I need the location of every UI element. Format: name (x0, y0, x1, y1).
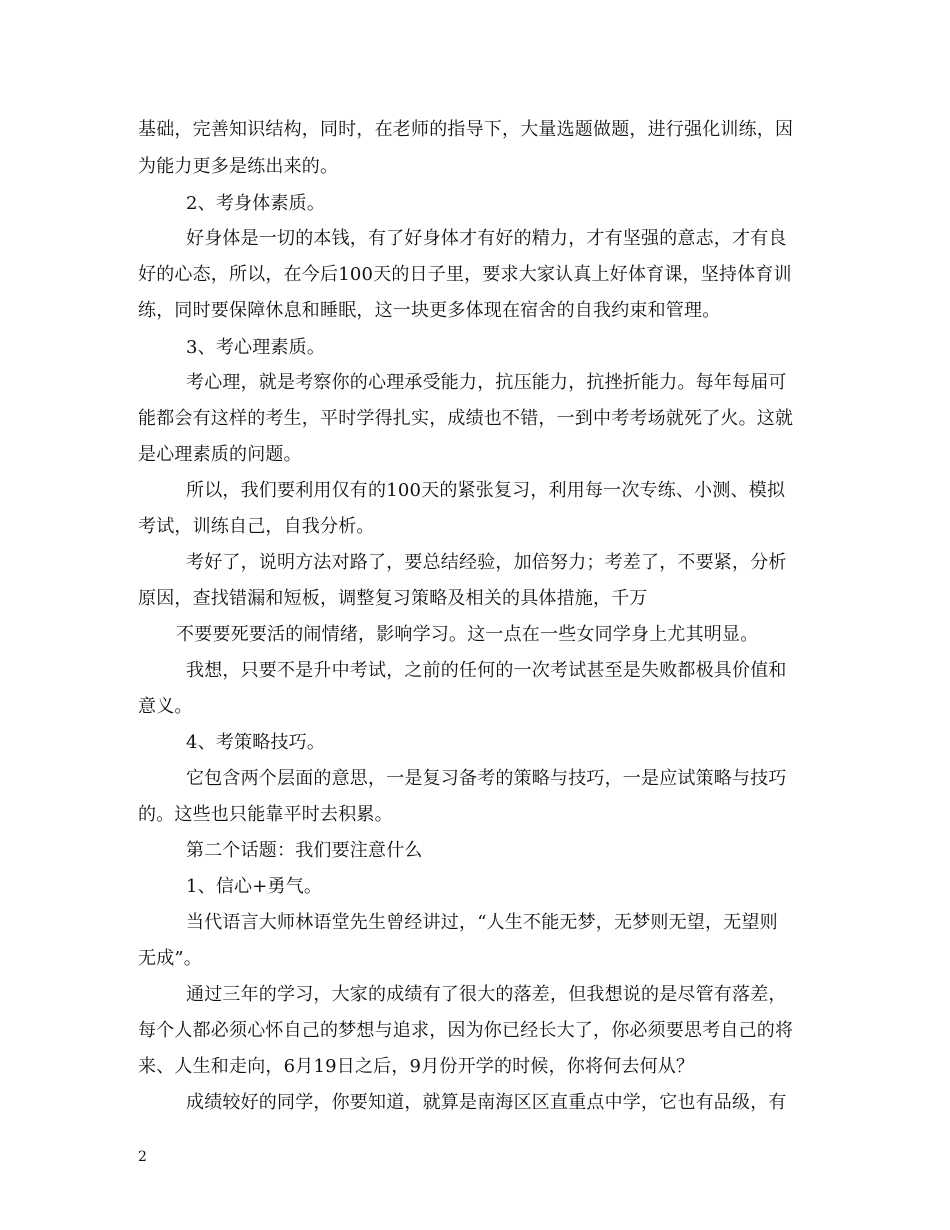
text-line: 意义。 (138, 696, 193, 717)
text-line: 每个人都必须心怀自己的梦想与追求，因为你已经长大了，你必须要思考自己的将 (138, 1020, 794, 1041)
text-line: 成绩较好的同学，你要知道，就算是南海区区直重点中学，它也有品级，有 (186, 1092, 787, 1113)
section-heading: 1、信心+勇气。 (186, 876, 323, 897)
text-line: 无成”。 (138, 948, 203, 969)
section-heading: 2、考身体素质。 (186, 193, 326, 214)
page-number: 2 (138, 1149, 147, 1165)
text-line: 练，同时要保障休息和睡眠，这一块更多体现在宿舍的自我约束和管理。 (138, 300, 721, 321)
text-line: 基础，完善知识结构，同时，在老师的指导下，大量选题做题，进行强化训练，因 (138, 119, 794, 140)
section-heading: 4、考策略技巧。 (186, 732, 326, 753)
text-line: 来、人生和走向，6月19日之后，9月份开学的时候，你将何去何从？ (138, 1056, 695, 1077)
text-line: 原因，查找错漏和短板，调整复习策略及相关的具体措施，千万 (138, 588, 648, 609)
section-heading: 第二个话题：我们要注意什么 (186, 840, 423, 861)
text-line: 为能力更多是练出来的。 (138, 156, 339, 177)
text-line: 当代语言大师林语堂先生曾经讲过，“人生不能无梦，无梦则无望，无望则 (186, 912, 778, 933)
text-line: 所以，我们要利用仅有的100天的紧张复习，利用每一次专练、小测、模拟 (186, 480, 786, 501)
section-heading: 3、考心理素质。 (186, 337, 326, 358)
text-line: 它包含两个层面的意思，一是复习备考的策略与技巧，一是应试策略与技巧 (186, 768, 787, 789)
text-line: 通过三年的学习，大家的成绩有了很大的落差，但我想说的是尽管有落差， (186, 984, 787, 1005)
text-line: 考好了，说明方法对路了，要总结经验，加倍努力；考差了，不要紧，分析 (186, 552, 787, 573)
text-line: 是心理素质的问题。 (138, 444, 302, 465)
text-line: 能都会有这样的考生，平时学得扎实，成绩也不错，一到中考考场就死了火。这就 (138, 408, 794, 429)
text-line: 的。这些也只能靠平时去积累。 (138, 804, 393, 825)
text-line: 好的心态，所以，在今后100天的日子里，要求大家认真上好体育课，坚持体育训 (138, 264, 792, 285)
text-line: 考试，训练自己，自我分析。 (138, 516, 375, 537)
text-line: 好身体是一切的本钱，有了好身体才有好的精力，才有坚强的意志，才有良 (186, 228, 787, 249)
text-line: 不要要死要活的闹情绪，影响学习。这一点在一些女同学身上尤其明显。 (176, 624, 759, 645)
text-line: 考心理，就是考察你的心理承受能力，抗压能力，抗挫折能力。每年每届可 (186, 372, 787, 393)
text-line: 我想，只要不是升中考试，之前的任何的一次考试甚至是失败都极具价值和 (186, 660, 787, 681)
